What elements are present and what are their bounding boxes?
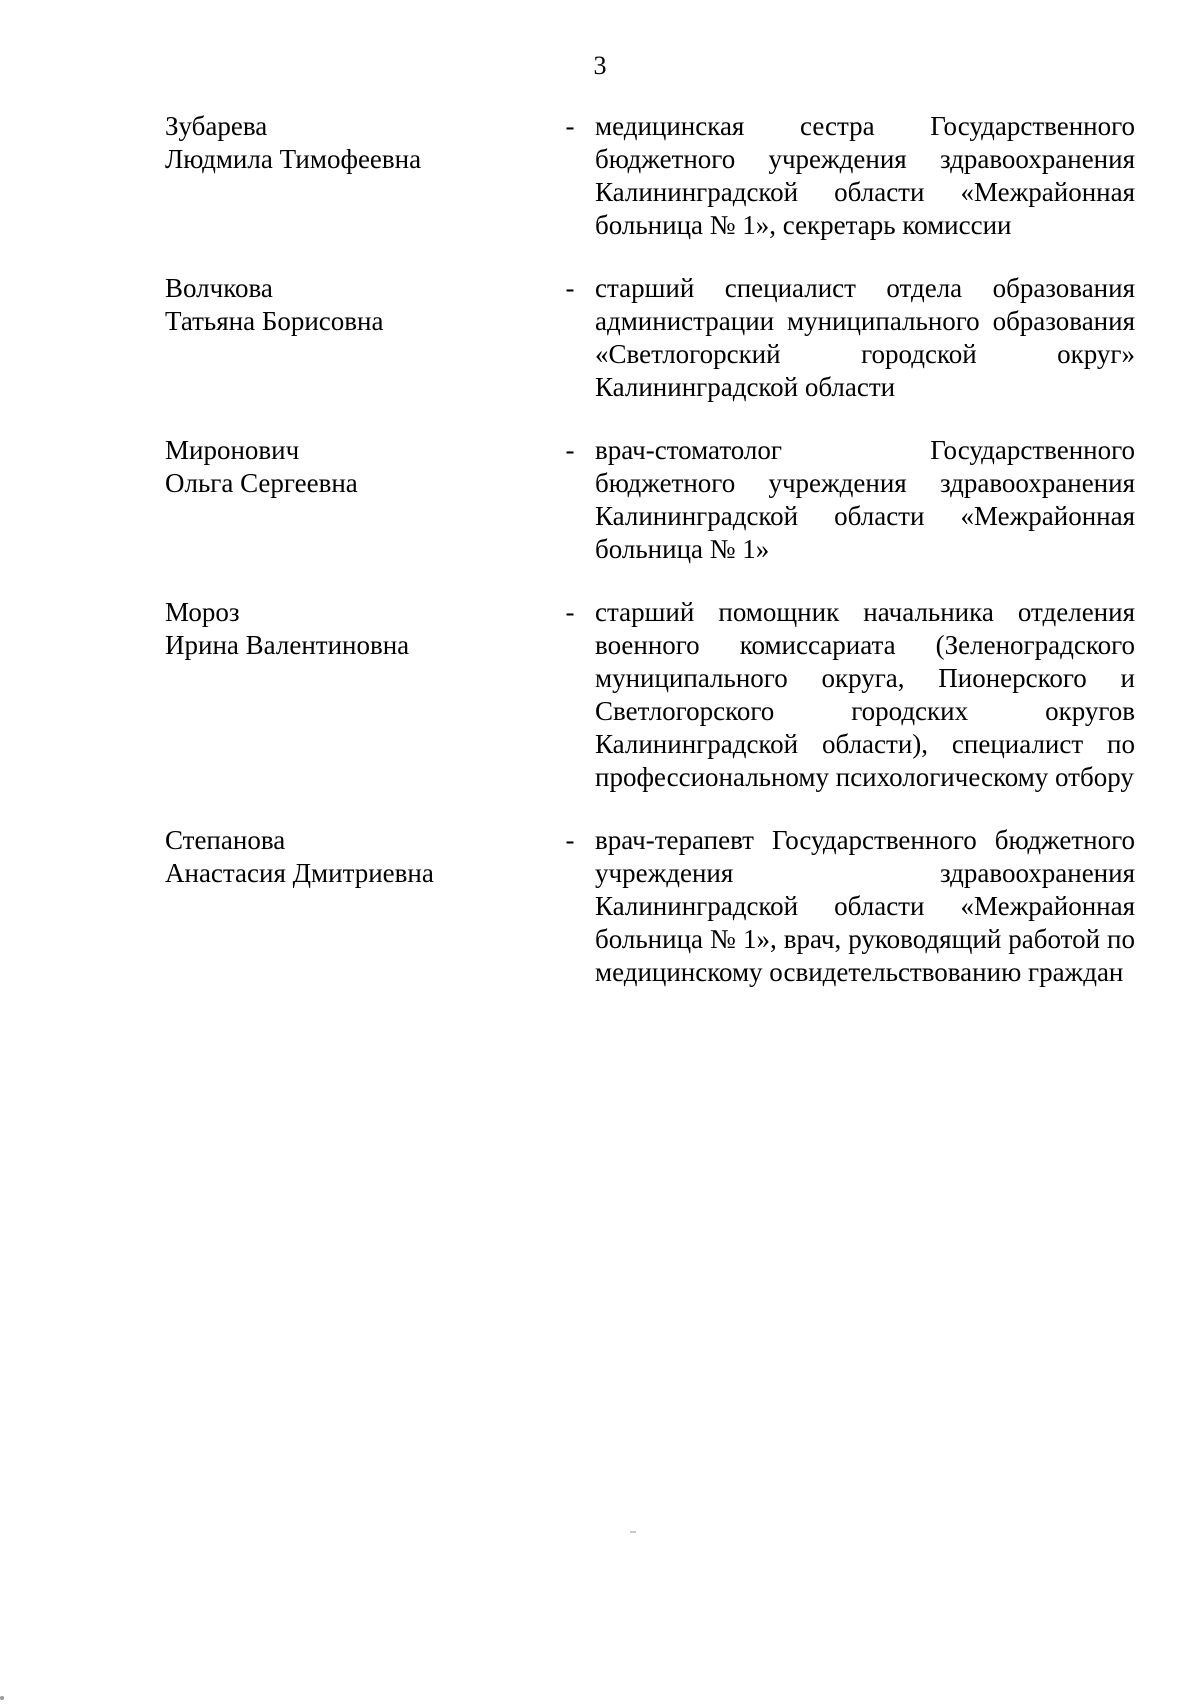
member-name (165, 272, 540, 338)
member-position: старший специалист отдела образования администрации муниципального образования «Светлогорский городской округ» Калининградской области (595, 273, 1135, 402)
member-entry (165, 272, 1135, 404)
member-position: врач-терапевт Государственного бюджетного учреждения здравоохранения Калининградской области «Межрайонная больница № 1», врач, руководящий работой по медицинскому освидетельствованию граждан (595, 825, 1135, 987)
member-first-patronymic: Людмила Тимофеевна (165, 144, 422, 174)
member-dash: - (565, 597, 575, 627)
page-number: 3 (593, 51, 607, 80)
member-entry (165, 596, 1135, 794)
member-entry (165, 434, 1135, 566)
member-position: медицинская сестра Государственного бюджетного учреждения здравоохранения Калининградской области «Межрайонная больница № 1», секретарь комиссии (595, 111, 1135, 240)
member-name (165, 824, 540, 890)
member-dash: - (565, 111, 575, 141)
member-last-name: Степанова (165, 825, 286, 855)
member-dash: - (565, 825, 575, 855)
member-position: старший помощник начальника отделения военного комиссариата (Зеленоградского муниципального округа, Пионерского и Светлогорского городских округов Калининградской области), специалист по профессиональному психологическому отбору (595, 597, 1135, 792)
member-first-patronymic: Анастасия Дмитриевна (165, 858, 434, 888)
member-last-name: Миронович (165, 435, 300, 465)
member-last-name: Мороз (165, 597, 240, 627)
member-name (165, 434, 540, 500)
member-name (165, 110, 540, 176)
commission-members-list (165, 110, 1135, 1019)
member-last-name: Зубарева (165, 111, 268, 141)
member-entry (165, 824, 1135, 989)
scan-artifact (0, 1696, 4, 1700)
scan-artifact (630, 1531, 636, 1533)
member-first-patronymic: Ирина Валентиновна (165, 630, 410, 660)
member-entry (165, 110, 1135, 242)
member-position: врач-стоматолог Государственного бюджетного учреждения здравоохранения Калининградской области «Межрайонная больница № 1» (595, 435, 1135, 564)
member-first-patronymic: Татьяна Борисовна (165, 306, 384, 336)
member-name (165, 596, 540, 662)
member-last-name: Волчкова (165, 273, 273, 303)
member-first-patronymic: Ольга Сергеевна (165, 468, 358, 498)
member-dash: - (565, 273, 575, 303)
member-dash: - (565, 435, 575, 465)
